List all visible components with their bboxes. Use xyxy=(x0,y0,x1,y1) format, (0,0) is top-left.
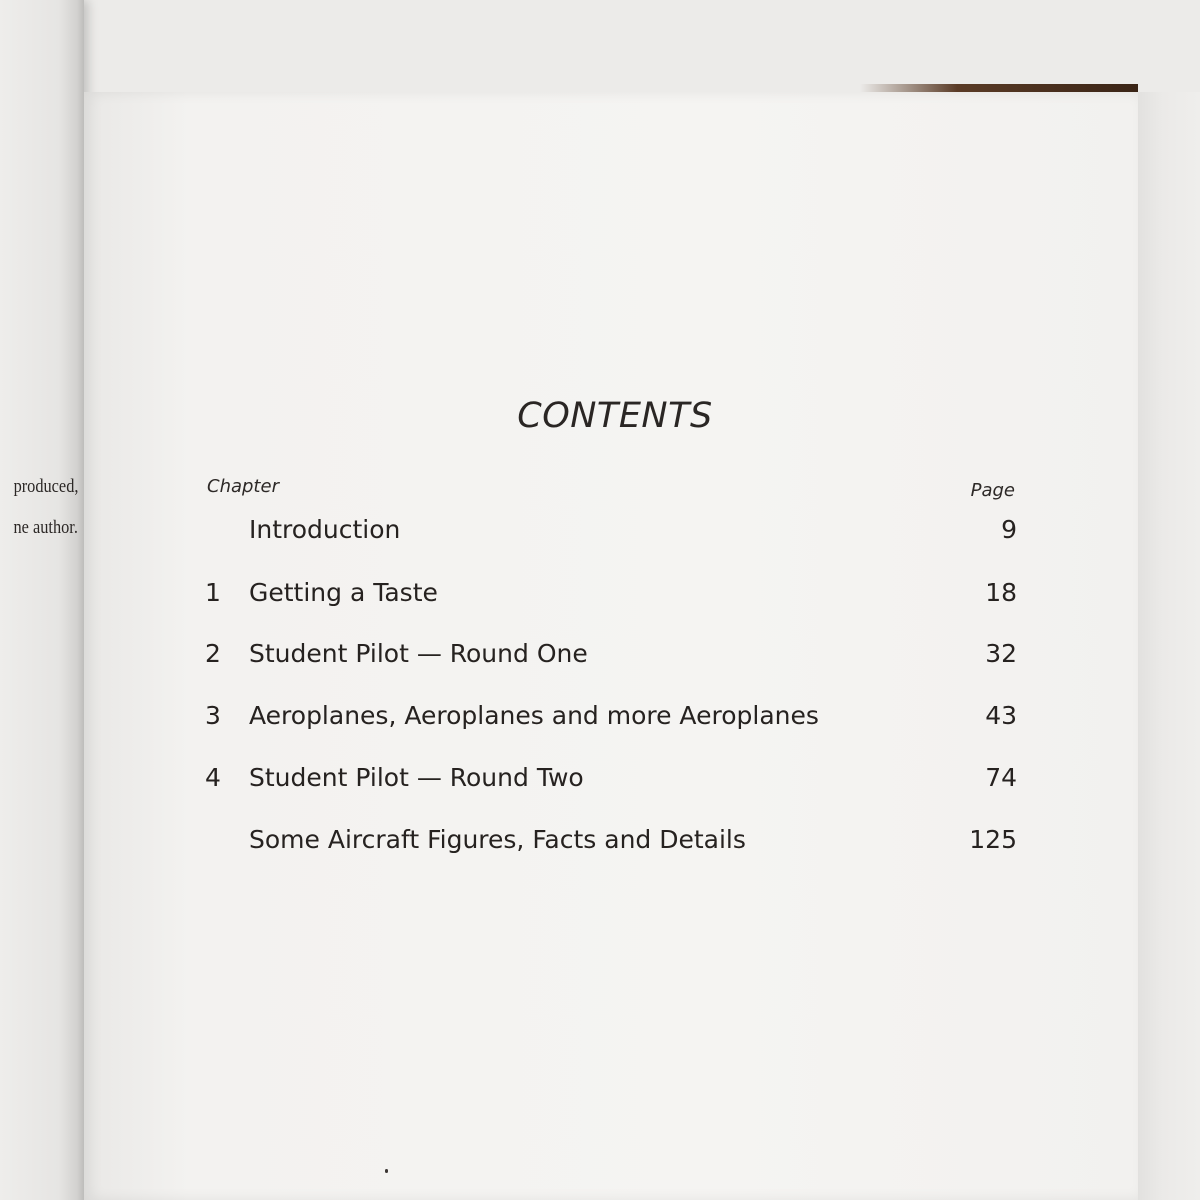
toc-entry xyxy=(205,639,1017,673)
toc-entry-number: 1 xyxy=(205,578,221,607)
toc-entry-number: 4 xyxy=(205,763,221,792)
toc-entry-title: Aeroplanes, Aeroplanes and more Aeroplanes xyxy=(249,701,819,730)
toc-entry-page: 18 xyxy=(985,578,1017,607)
toc-entry-page: 32 xyxy=(985,639,1017,668)
toc-entry-title: Some Aircraft Figures, Facts and Details xyxy=(249,825,746,854)
toc-entry xyxy=(205,701,1017,735)
left-page-text-fragment: ne author. xyxy=(13,517,78,538)
toc-entry-page: 74 xyxy=(985,763,1017,792)
toc-entry-page: 9 xyxy=(1001,515,1017,544)
left-page-text-fragment: produced, xyxy=(13,476,78,497)
toc-entry-title: Getting a Taste xyxy=(249,578,438,607)
toc-entry-number: 3 xyxy=(205,701,221,730)
toc-entry-number: 2 xyxy=(205,639,221,668)
toc-entry-page: 125 xyxy=(969,825,1017,854)
toc-entry xyxy=(205,578,1017,612)
toc-entry-title: Student Pilot — Round One xyxy=(249,639,588,668)
ink-speck xyxy=(385,1169,388,1173)
toc-entry-page: 43 xyxy=(985,701,1017,730)
page-column-heading: Page xyxy=(970,480,1015,501)
toc-entry xyxy=(205,825,1017,859)
toc-entry xyxy=(205,763,1017,797)
toc-entry-title: Introduction xyxy=(249,515,401,544)
toc-entry-title: Student Pilot — Round Two xyxy=(249,763,584,792)
contents-title: CONTENTS xyxy=(517,396,713,436)
chapter-column-heading: Chapter xyxy=(207,476,279,497)
toc-entry xyxy=(205,515,1017,549)
